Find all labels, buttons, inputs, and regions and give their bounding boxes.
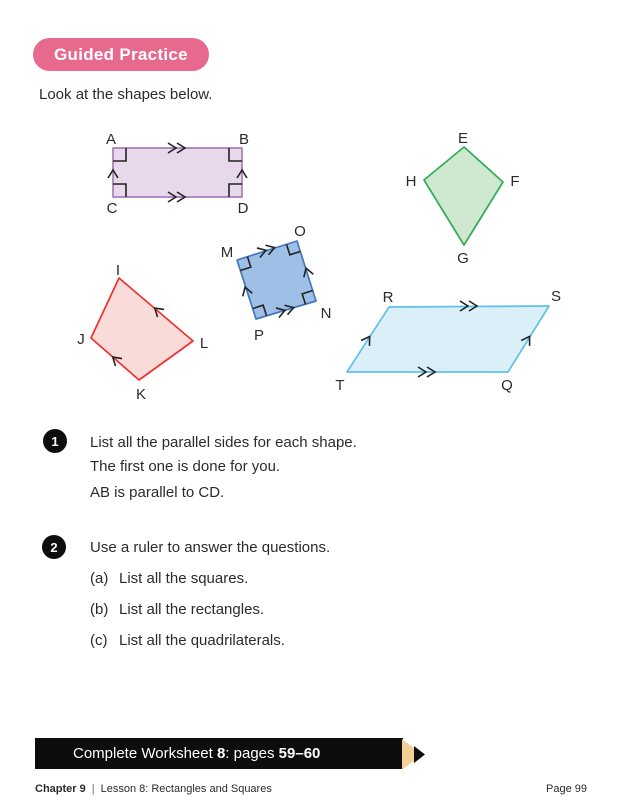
question-2-prompt: Use a ruler to answer the questions. — [90, 539, 331, 556]
parallelogram-RSTQ — [335, 288, 561, 394]
item-c-label: (c) — [90, 632, 108, 649]
guided-practice-badge: Guided Practice — [33, 38, 209, 71]
worksheet-banner — [35, 738, 403, 769]
vertex-label-P: P — [253, 327, 265, 344]
footer-lesson: Lesson 8: Rectangles and Squares — [100, 783, 272, 795]
banner-text: : pages — [225, 745, 279, 762]
vertex-label-T: T — [335, 377, 345, 394]
footer-divider: | — [91, 783, 95, 795]
vertex-label-J: J — [77, 331, 85, 348]
intro-text: Look at the shapes below. — [39, 86, 213, 103]
question-number-label: 2 — [50, 539, 58, 555]
vertex-label-F: F — [510, 173, 520, 190]
vertex-label-C: C — [106, 200, 118, 217]
question-2-item-a — [90, 570, 248, 587]
vertex-label-L: L — [199, 335, 209, 352]
question-2-number — [42, 535, 66, 559]
question-number-label: 1 — [51, 433, 59, 449]
rectangle-ABCD — [106, 131, 249, 217]
vertex-label-B: B — [238, 131, 250, 148]
vertex-label-I: I — [115, 262, 121, 279]
footer-page-number: Page 99 — [546, 783, 587, 795]
item-c-text: List all the quadrilaterals. — [119, 632, 285, 649]
question-2-item-b — [90, 601, 264, 618]
vertex-label-M: M — [220, 244, 234, 261]
question-1-number — [43, 429, 67, 453]
square-MONP — [221, 223, 332, 344]
vertex-label-S: S — [550, 288, 562, 305]
question-1-text — [90, 431, 357, 479]
item-b-label: (b) — [90, 601, 109, 618]
vertex-label-G: G — [457, 250, 469, 267]
item-a-label: (a) — [90, 570, 109, 587]
vertex-label-K: K — [135, 386, 147, 403]
vertex-label-D: D — [237, 200, 249, 217]
footer-chapter: Chapter 9 — [35, 783, 86, 795]
question-2-item-c — [90, 632, 285, 649]
banner-page-range: 59–60 — [278, 745, 321, 762]
item-a-text: List all the squares. — [119, 570, 249, 587]
kite-EHFG — [406, 130, 520, 267]
banner-worksheet-number: 8 — [216, 745, 226, 762]
pencil-tip-icon — [402, 738, 432, 771]
question-1-line-2: The first one is done for you. — [90, 458, 281, 475]
vertex-label-O: O — [294, 223, 306, 240]
quadrilateral-IJKL — [77, 262, 208, 403]
vertex-label-Q: Q — [501, 377, 513, 394]
vertex-label-R: R — [382, 289, 394, 306]
question-1-example-answer: AB is parallel to CD. — [90, 484, 225, 501]
vertex-label-N: N — [320, 305, 332, 322]
banner-text: Complete Worksheet — [73, 745, 217, 762]
vertex-label-A: A — [105, 131, 117, 148]
item-b-text: List all the rectangles. — [119, 601, 265, 618]
vertex-label-H: H — [405, 173, 417, 190]
vertex-label-E: E — [457, 130, 469, 147]
footer-breadcrumb — [35, 783, 272, 795]
question-1-line-1: List all the parallel sides for each shape. — [90, 434, 357, 451]
